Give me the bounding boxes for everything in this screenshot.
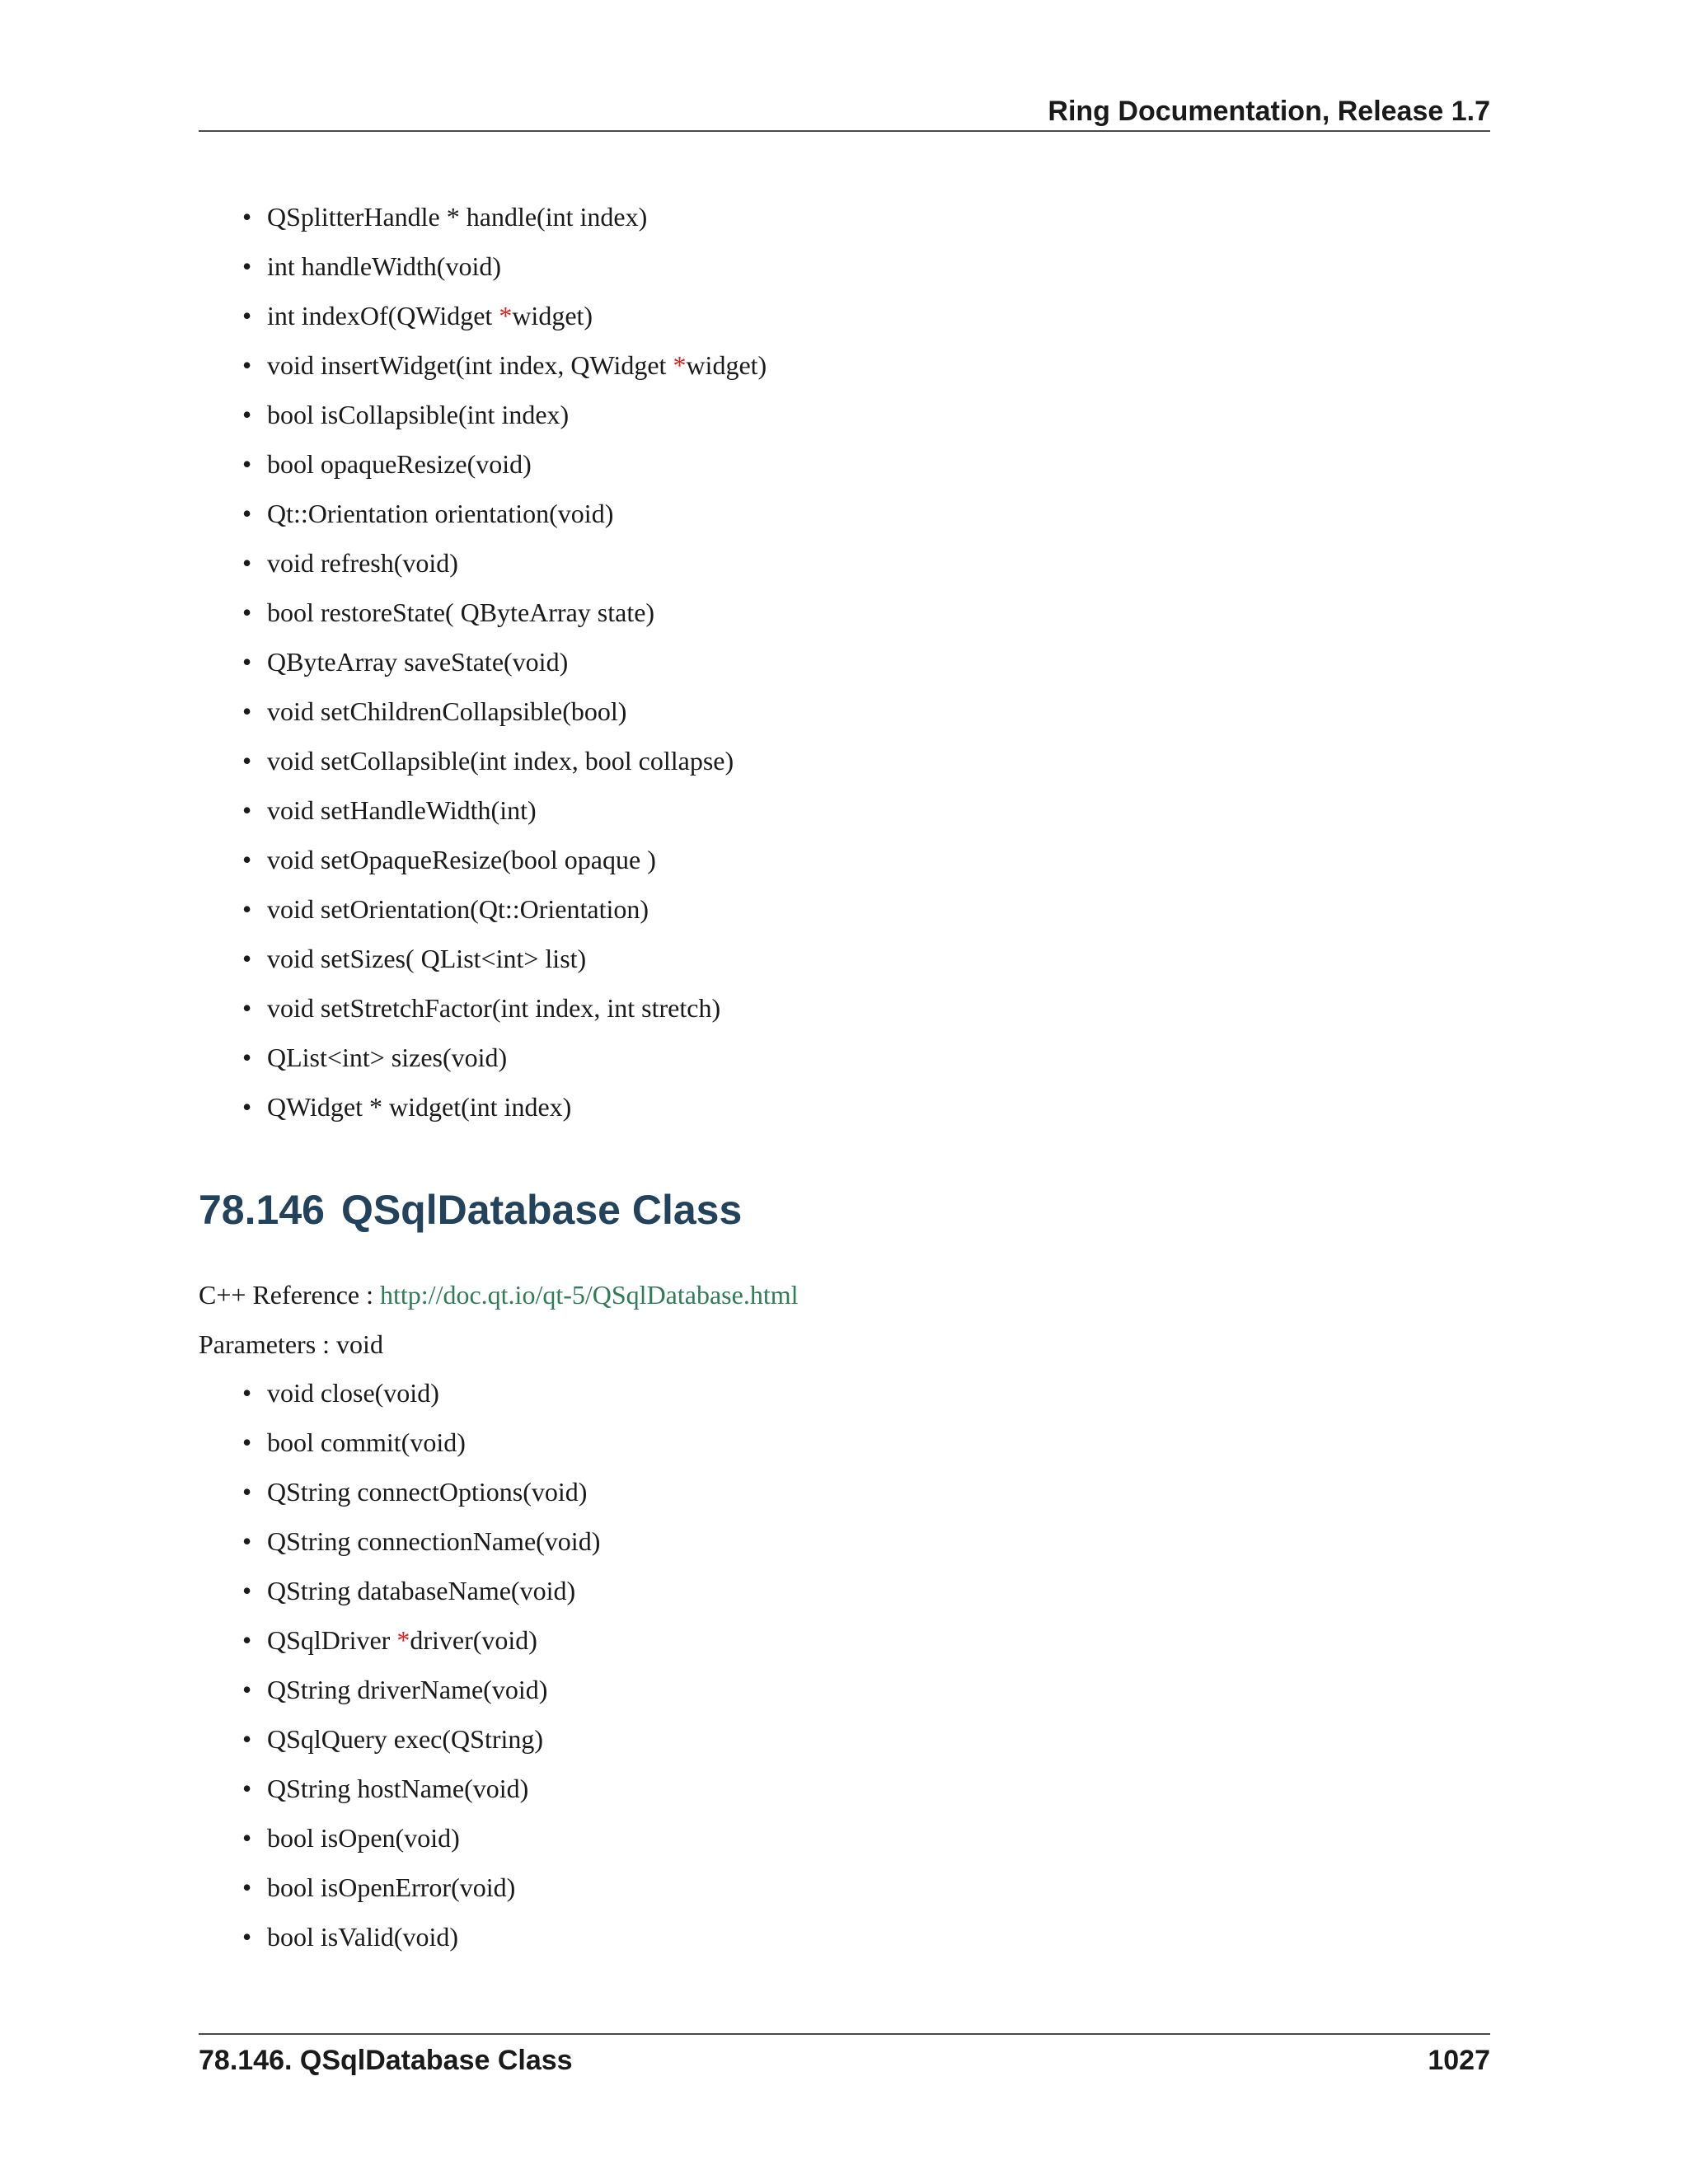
list-item xyxy=(0,1615,1688,1665)
signature-text: bool isCollapsible(int index) xyxy=(267,400,570,429)
list-item xyxy=(0,1813,1688,1863)
method-signature xyxy=(267,1615,537,1665)
signature-text: void setHandleWidth(int) xyxy=(267,795,537,825)
bullet-icon: • xyxy=(242,1724,252,1754)
method-signature xyxy=(267,1033,507,1082)
signature-text: QString driverName(void) xyxy=(267,1675,548,1704)
list-item xyxy=(0,1467,1688,1516)
bullet-icon: • xyxy=(242,894,252,924)
method-signature xyxy=(267,1764,528,1813)
signature-text: QString databaseName(void) xyxy=(267,1576,576,1605)
list-item xyxy=(0,390,1688,439)
signature-text: void setOpaqueResize(bool opaque ) xyxy=(267,845,656,874)
list-item xyxy=(0,835,1688,884)
list-item xyxy=(0,1714,1688,1764)
list-item xyxy=(0,983,1688,1033)
method-signature xyxy=(267,736,734,785)
method-signature xyxy=(267,1566,575,1615)
method-signature xyxy=(267,637,568,687)
signature-text: int indexOf(QWidget xyxy=(267,301,499,330)
bullet-icon: • xyxy=(242,1092,252,1122)
signature-text: void setStretchFactor(int index, int stretch) xyxy=(267,993,721,1023)
method-list-qsplitter xyxy=(0,192,1688,1132)
method-signature xyxy=(267,934,586,983)
method-signature xyxy=(267,1516,600,1566)
bullet-icon: • xyxy=(242,1427,252,1457)
bullet-icon: • xyxy=(242,647,252,677)
bullet-icon: • xyxy=(242,1625,252,1655)
method-signature xyxy=(267,291,593,340)
bullet-icon: • xyxy=(242,1922,252,1952)
method-signature xyxy=(267,489,613,538)
bullet-icon: • xyxy=(242,696,252,726)
signature-text: void setCollapsible(int index, bool collapse) xyxy=(267,746,734,776)
section-title: QSqlDatabase Class xyxy=(340,1187,743,1233)
signature-text-tail: widget) xyxy=(512,301,593,330)
signature-text: Qt::Orientation orientation(void) xyxy=(267,499,614,528)
list-item xyxy=(0,489,1688,538)
bullet-icon: • xyxy=(242,1526,252,1556)
method-signature xyxy=(267,192,647,241)
bullet-icon: • xyxy=(242,1774,252,1803)
method-signature xyxy=(267,687,626,736)
list-item xyxy=(0,1566,1688,1615)
bullet-icon: • xyxy=(242,1675,252,1704)
signature-text: bool isOpenError(void) xyxy=(267,1872,516,1902)
bullet-icon: • xyxy=(242,1823,252,1853)
list-item xyxy=(0,241,1688,291)
bullet-icon: • xyxy=(242,993,252,1023)
signature-text: QWidget * widget(int index) xyxy=(267,1092,572,1122)
page-header xyxy=(199,92,1490,132)
method-signature xyxy=(267,1863,515,1912)
list-item xyxy=(0,785,1688,835)
pointer-asterisk: * xyxy=(396,1625,410,1655)
signature-text: void refresh(void) xyxy=(267,548,458,578)
bullet-icon: • xyxy=(242,598,252,627)
list-item xyxy=(0,588,1688,637)
bullet-icon: • xyxy=(242,400,252,429)
list-item xyxy=(0,538,1688,588)
method-signature xyxy=(267,1368,439,1418)
list-item xyxy=(0,192,1688,241)
footer-section: 78.146. QSqlDatabase Class xyxy=(199,2045,573,2076)
bullet-icon: • xyxy=(242,449,252,479)
method-signature xyxy=(267,1912,458,1961)
method-signature xyxy=(267,1813,460,1863)
method-signature xyxy=(267,785,537,835)
parameters-line: Parameters : void xyxy=(199,1329,383,1359)
signature-text: void setChildrenCollapsible(bool) xyxy=(267,696,627,726)
signature-text: bool opaqueResize(void) xyxy=(267,449,532,479)
list-item xyxy=(0,637,1688,687)
list-item xyxy=(0,1368,1688,1418)
list-item xyxy=(0,1665,1688,1714)
bullet-icon: • xyxy=(242,301,252,330)
method-signature xyxy=(267,241,501,291)
signature-text: QString connectionName(void) xyxy=(267,1526,601,1556)
pointer-asterisk: * xyxy=(673,350,687,380)
bullet-icon: • xyxy=(242,1576,252,1605)
signature-text: QSplitterHandle * handle(int index) xyxy=(267,202,648,232)
section-heading xyxy=(199,1177,742,1243)
page-number: 1027 xyxy=(1428,2045,1490,2076)
list-item xyxy=(0,884,1688,934)
method-signature xyxy=(267,1082,571,1132)
signature-text: bool isValid(void) xyxy=(267,1922,458,1952)
cpp-reference-link[interactable]: http://doc.qt.io/qt-5/QSqlDatabase.html xyxy=(380,1280,799,1310)
signature-text: QString connectOptions(void) xyxy=(267,1477,588,1507)
method-signature xyxy=(267,340,767,390)
pointer-asterisk: * xyxy=(499,301,513,330)
signature-text: QSqlDriver xyxy=(267,1625,397,1655)
cpp-reference xyxy=(199,1270,799,1319)
signature-text: void setSizes( QList<int> list) xyxy=(267,944,587,973)
bullet-icon: • xyxy=(242,1872,252,1902)
method-signature xyxy=(267,835,656,884)
method-signature xyxy=(267,983,720,1033)
page-footer xyxy=(199,2033,1490,2084)
signature-text: QString hostName(void) xyxy=(267,1774,529,1803)
list-item xyxy=(0,1418,1688,1467)
bullet-icon: • xyxy=(242,795,252,825)
cpp-reference-label: C++ Reference : xyxy=(199,1280,380,1310)
list-item xyxy=(0,291,1688,340)
list-item xyxy=(0,1082,1688,1132)
method-signature xyxy=(267,390,569,439)
signature-text: QByteArray saveState(void) xyxy=(267,647,569,677)
signature-text: QList<int> sizes(void) xyxy=(267,1043,508,1072)
list-item xyxy=(0,934,1688,983)
bullet-icon: • xyxy=(242,548,252,578)
bullet-icon: • xyxy=(242,499,252,528)
method-signature xyxy=(267,1467,587,1516)
list-item xyxy=(0,1912,1688,1961)
method-signature xyxy=(267,884,649,934)
signature-text: bool restoreState( QByteArray state) xyxy=(267,598,655,627)
list-item xyxy=(0,1863,1688,1912)
signature-text-tail: driver(void) xyxy=(410,1625,537,1655)
document-title: Ring Documentation, Release 1.7 xyxy=(1048,96,1490,127)
list-item xyxy=(0,736,1688,785)
list-item xyxy=(0,1516,1688,1566)
bullet-icon: • xyxy=(242,1477,252,1507)
bullet-icon: • xyxy=(242,944,252,973)
method-signature xyxy=(267,1418,466,1467)
list-item xyxy=(0,439,1688,489)
list-item xyxy=(0,687,1688,736)
bullet-icon: • xyxy=(242,251,252,281)
method-signature xyxy=(267,1665,547,1714)
signature-text: QSqlQuery exec(QString) xyxy=(267,1724,544,1754)
bullet-icon: • xyxy=(242,1378,252,1408)
bullet-icon: • xyxy=(242,1043,252,1072)
list-item xyxy=(0,1764,1688,1813)
signature-text: bool commit(void) xyxy=(267,1427,466,1457)
bullet-icon: • xyxy=(242,746,252,776)
signature-text: void close(void) xyxy=(267,1378,439,1408)
list-item xyxy=(0,1033,1688,1082)
method-list-qsqldatabase xyxy=(0,1368,1688,1961)
bullet-icon: • xyxy=(242,350,252,380)
signature-text: void setOrientation(Qt::Orientation) xyxy=(267,894,649,924)
list-item xyxy=(0,340,1688,390)
signature-text-tail: widget) xyxy=(686,350,767,380)
method-signature xyxy=(267,538,458,588)
section-number: 78.146 xyxy=(199,1187,325,1233)
method-signature xyxy=(267,439,532,489)
signature-text: bool isOpen(void) xyxy=(267,1823,460,1853)
bullet-icon: • xyxy=(242,202,252,232)
bullet-icon: • xyxy=(242,845,252,874)
signature-text: int handleWidth(void) xyxy=(267,251,501,281)
method-signature xyxy=(267,588,654,637)
method-signature xyxy=(267,1714,543,1764)
signature-text: void insertWidget(int index, QWidget xyxy=(267,350,673,380)
